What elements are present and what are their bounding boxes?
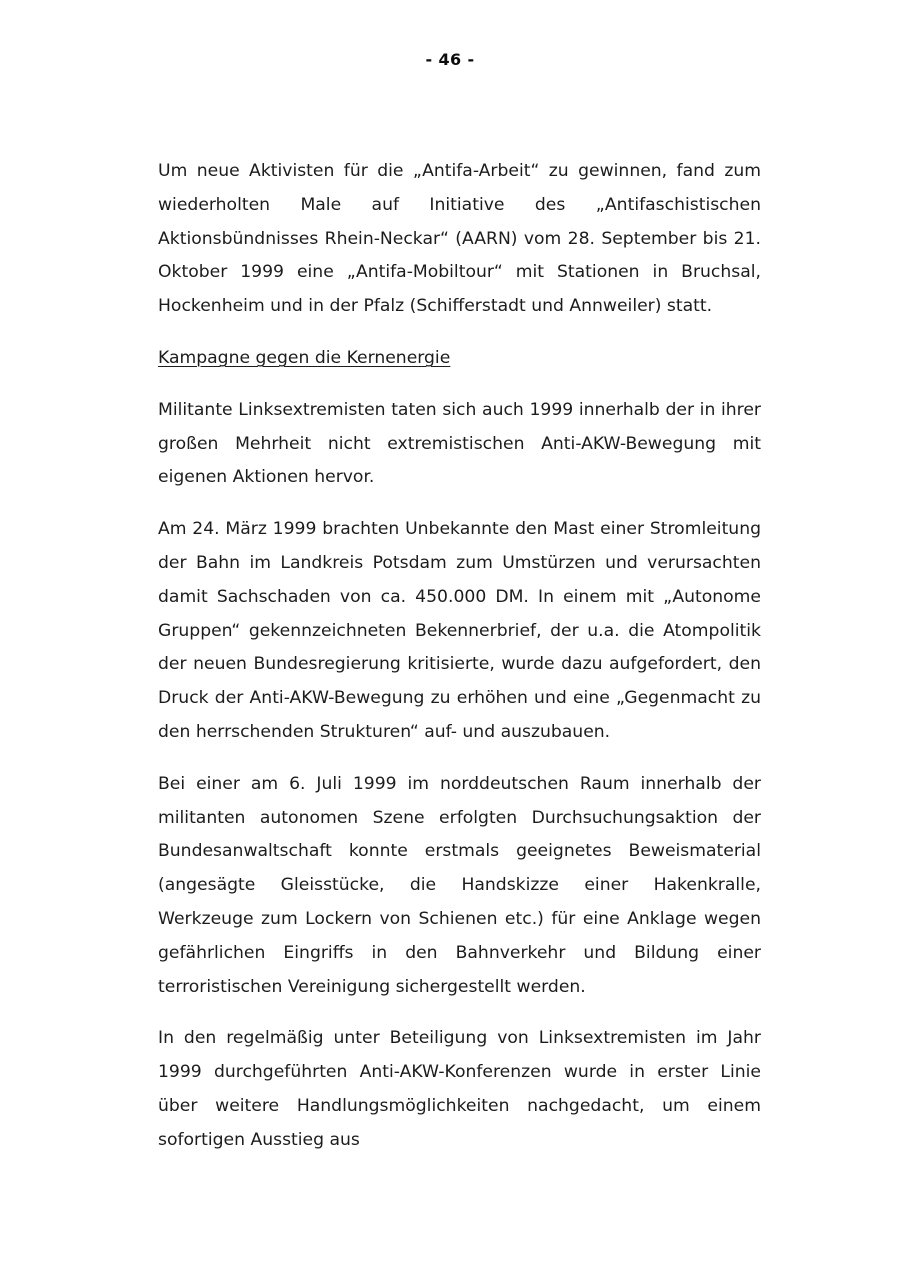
paragraph-maerz-1999-strommast: Am 24. März 1999 brachten Unbekannte den Mast einer Stromleitung der Bahn im Landkreis Potsdam zum Umstürzen und verursachten damit Sachschaden von ca. 450.000 DM. In einem mit „Autonome Gruppen“ gekennzeichneten Bekennerbrief, der u.a. die Atompolitik der neuen Bundesregierung kritisierte, wurde dazu aufgefordert, den Druck der Anti-AKW-Bewegung zu erhöhen und eine „Gegenmacht zu den herrschenden Strukturen“ auf- und auszubauen. — [158, 519, 761, 742]
paragraph-militante-linksextremisten: Militante Linksextremisten taten sich auch 1999 innerhalb der in ihrer großen Mehrheit nicht extremistischen Anti-AKW-Bewegung mit eigenen Aktionen hervor. — [158, 399, 761, 488]
page-header — [0, 50, 900, 69]
paragraph-antifa-mobiltour: Um neue Aktivisten für die „Antifa-Arbeit“ zu gewinnen, fand zum wiederholten Male auf Initiative des „Antifaschistischen Aktionsbündnisses Rhein-Neckar“ (AARN) vom 28. September bis 21. Oktober 1999 eine „Antifa-Mobiltour“ mit Stationen in Bruchsal, Hockenheim und in der Pfalz (Schifferstadt und Annweiler) statt. — [158, 161, 761, 317]
section-heading-block — [158, 342, 761, 376]
paragraph-anti-akw-konferenzen: In den regelmäßig unter Beteiligung von Linksextremisten im Jahr 1999 durchgeführten Anti-AKW-Konferenzen wurde in erster Linie über weitere Handlungsmöglichkeiten nachgedacht, um einem sofortigen Ausstieg aus — [158, 1028, 761, 1150]
page-number: - 46 - — [425, 50, 475, 69]
section-heading-kampagne-kernenergie: Kampagne gegen die Kernenergie — [158, 347, 451, 368]
paragraph-juli-1999-durchsuchung: Bei einer am 6. Juli 1999 im norddeutschen Raum innerhalb der militanten autonomen Szene erfolgten Durchsuchungsaktion der Bundesanwaltschaft konnte erstmals geeignetes Beweismaterial (angesägte Gleisstücke, die Handskizze einer Hakenkralle, Werkzeuge zum Lockern von Schienen etc.) für eine Anklage wegen gefährlichen Eingriffs in den Bahnverkehr und Bildung einer terroristischen Vereinigung sichergestellt werden. — [158, 773, 761, 997]
body-text-column — [158, 155, 761, 1176]
